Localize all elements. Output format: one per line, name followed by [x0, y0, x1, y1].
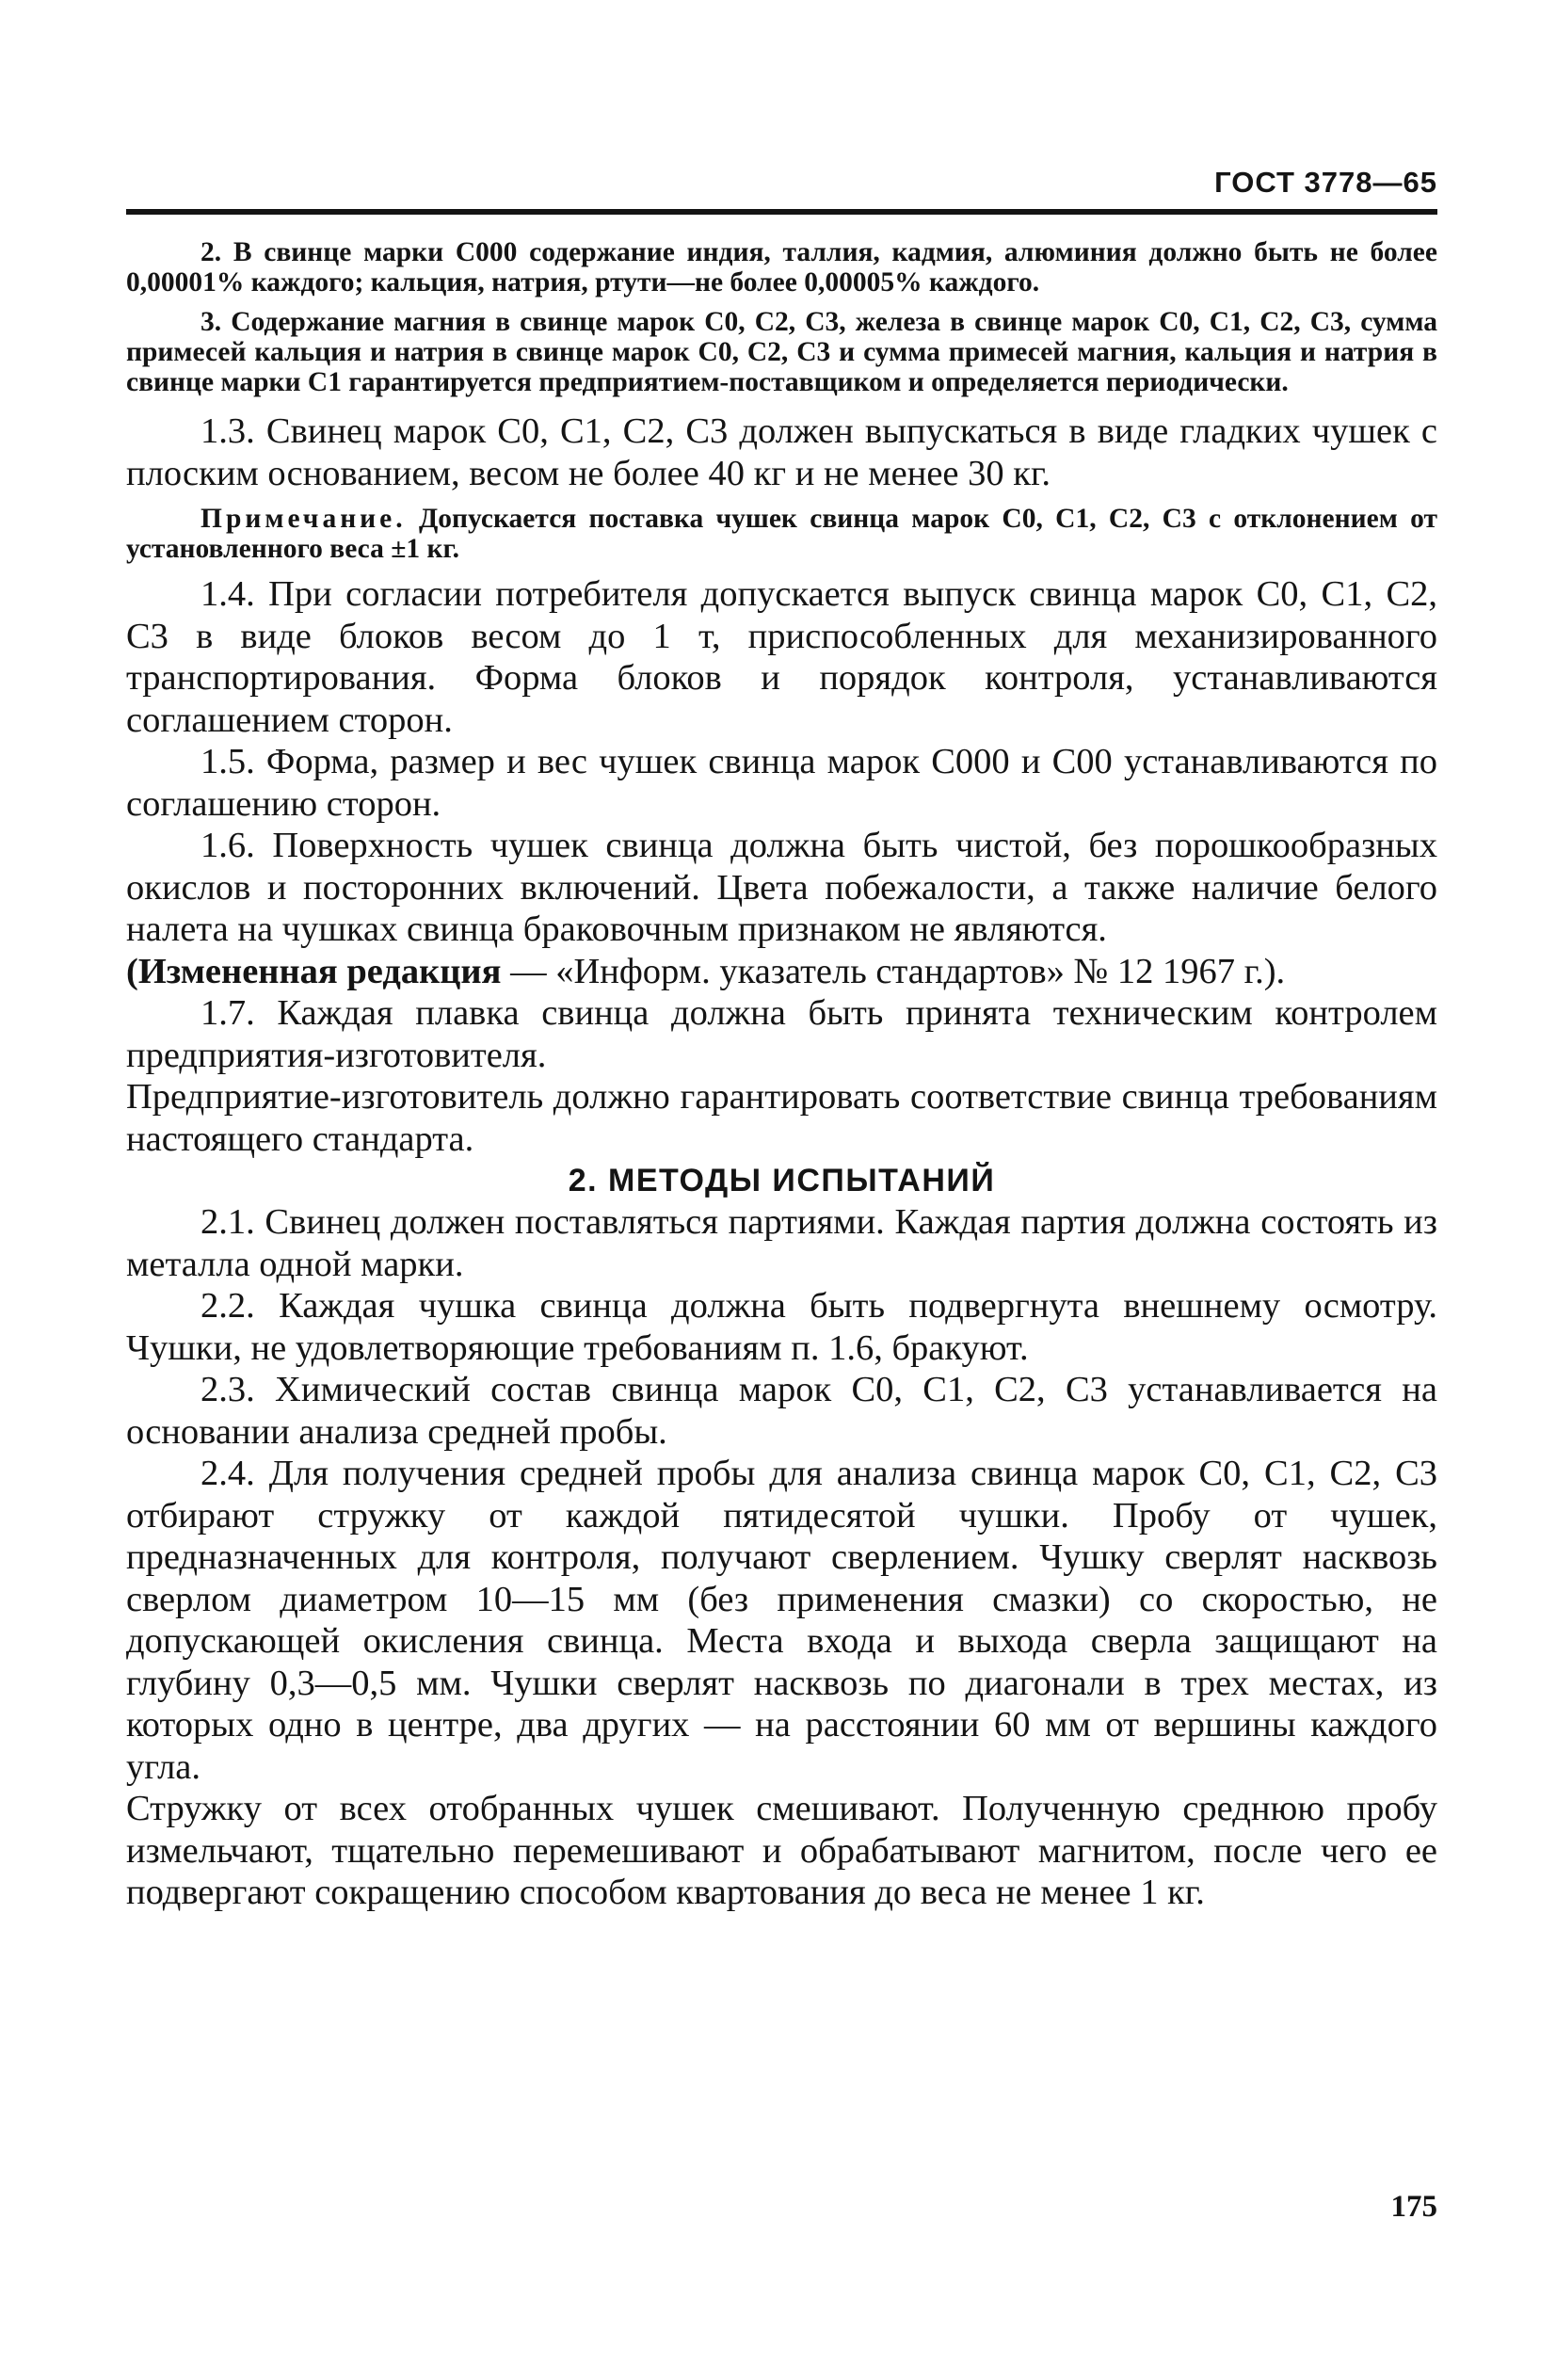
clause-2-2: 2.2. Каждая чушка свинца должна быть подвергнута внешнему осмотру. Чушки, не удовлетворяющие требованиям п. 1.6, бракуют.	[126, 1286, 1437, 1368]
amendment-label: (Измененная редакция	[126, 951, 502, 991]
page-number: 175	[1390, 2190, 1437, 2224]
note-3: 3. Содержание магния в свинце марок С0, С2, С3, железа в свинце марок С0, С1, С2, С3, сумма примесей кальция и натрия в свинце марок С0, С2, С3 и сумма примесей магния, кальция и натрия в свинце марки С1 гарантируется предприятием-поставщиком и определяется периодически.	[126, 307, 1437, 397]
standard-number: ГОСТ 3778—65	[1214, 166, 1437, 199]
remark	[126, 504, 1437, 564]
clause-2-1: 2.1. Свинец должен поставляться партиями. Каждая партия должна состоять из металла одной марки.	[126, 1202, 1437, 1284]
amendment-text: — «Информ. указатель стандартов» № 12 1967 г.).	[501, 951, 1286, 991]
clause-2-3: 2.3. Химический состав свинца марок С0, С1, С2, С3 устанавливается на основании анализа средней пробы.	[126, 1370, 1437, 1452]
clause-1-3: 1.3. Свинец марок С0, С1, С2, С3 должен выпускаться в виде гладких чушек с плоским основанием, весом не более 40 кг и не менее 30 кг.	[126, 411, 1437, 493]
clause-2-4-continuation: Стружку от всех отобранных чушек смешивают. Полученную среднюю пробу измельчают, тщательно перемешивают и обрабатывают магнитом, после чего ее подвергают сокращению способом квартования до веса не менее 1 кг.	[126, 1789, 1437, 1912]
clause-1-4: 1.4. При согласии потребителя допускается выпуск свинца марок С0, С1, С2, С3 в виде блоков весом до 1 т, приспособленных для механизированного транспортирования. Форма блоков и порядок контроля, устанавливаются соглашением сторон.	[126, 574, 1437, 740]
clause-1-7-continuation: Предприятие-изготовитель должно гарантировать соответствие свинца требованиям настоящего стандарта.	[126, 1077, 1437, 1159]
section-heading: 2. МЕТОДЫ ИСПЫТАНИЙ	[568, 1163, 996, 1198]
amendment-note	[126, 951, 1437, 993]
clause-2-4: 2.4. Для получения средней пробы для анализа свинца марок С0, С1, С2, С3 отбирают стружку от каждой пятидесятой чушки. Пробу от чушек, предназначенных для контроля, получают сверлением. Чушку сверлят насквозь сверлом диаметром 10—15 мм (без применения смазки) со скоростью, не допускающей окисления свинца. Места входа и выхода сверла защищают на глубину 0,3—0,5 мм. Чушки сверлят насквозь по диагонали в трех местах, из которых одно в центре, два других — на расстоянии 60 мм от вершины каждого угла.	[126, 1454, 1437, 1787]
clause-1-6: 1.6. Поверхность чушек свинца должна быть чистой, без порошкообразных окислов и посторонних включений. Цвета побежалости, а также наличие белого налета на чушках свинца браковочным признаком не являются.	[126, 826, 1437, 949]
note-2: 2. В свинце марки С000 содержание индия, таллия, кадмия, алюминия должно быть не более 0,00001% каждого; кальция, натрия, ртути—не более 0,00005% каждого.	[126, 237, 1437, 298]
clause-1-7: 1.7. Каждая плавка свинца должна быть принята техническим контролем предприятия-изготовителя.	[126, 993, 1437, 1075]
page-body	[126, 237, 1437, 1914]
remark-label: Примечание.	[201, 504, 407, 534]
page-header	[126, 156, 1437, 215]
clause-1-5: 1.5. Форма, размер и вес чушек свинца марок С000 и С00 устанавливаются по соглашению сторон.	[126, 742, 1437, 824]
remark-text: Допускается поставка чушек свинца марок С0, С1, С2, С3 с отклонением от установленного веса ±1 кг.	[126, 504, 1437, 564]
